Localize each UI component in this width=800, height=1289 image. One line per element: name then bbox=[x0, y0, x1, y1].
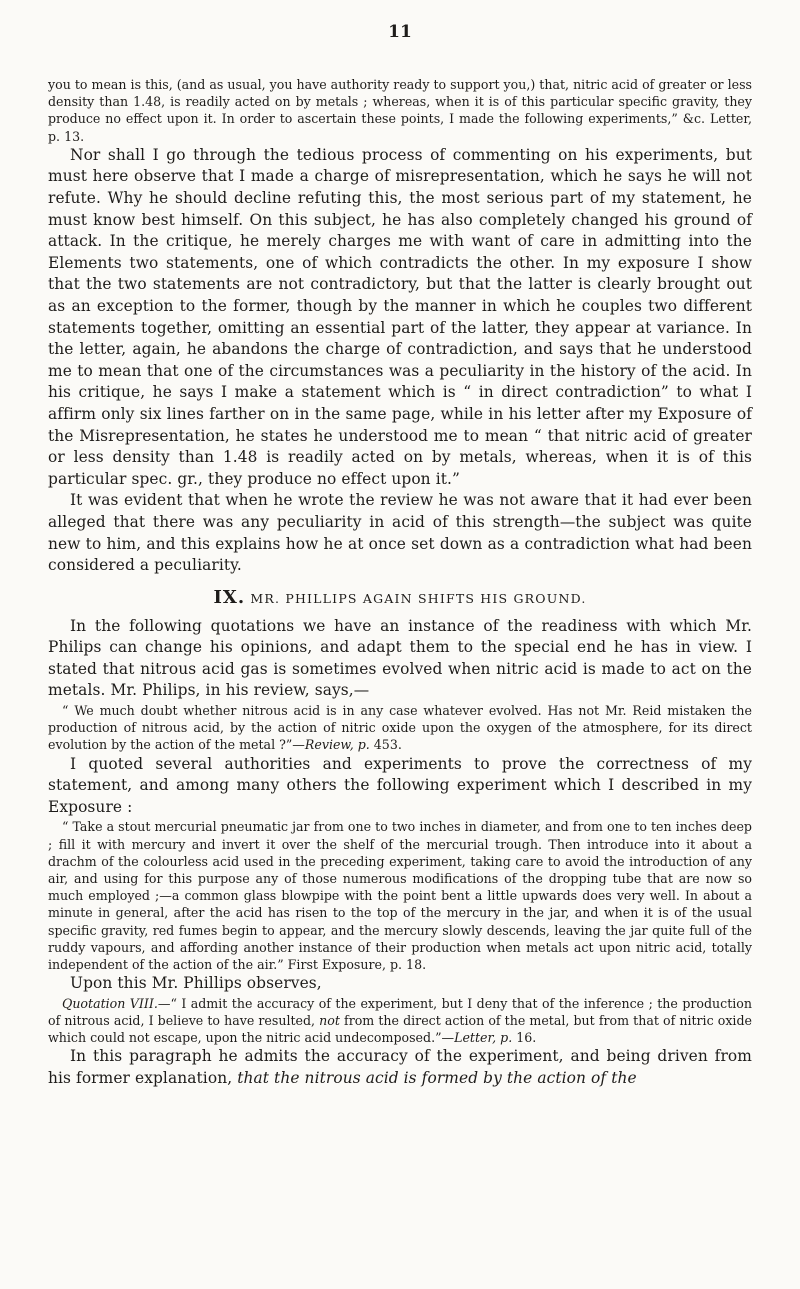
paragraph-observes: Upon this Mr. Phillips observes, bbox=[70, 974, 322, 993]
section-title: MR. PHILLIPS AGAIN SHIFTS HIS GROUND. bbox=[250, 590, 587, 606]
review-page: 453. bbox=[373, 737, 402, 753]
quotation-viii: Quotation VIII.—“ I admit the accuracy of the experiment, but I deny that of the inference ; the production of nitrous acid, I believe to have resulted, not from the direct action of the metal, but from that of nitric oxide which could not escape, upon the nitric acid undecomposed.”—Letter, p. 16. bbox=[48, 995, 752, 1046]
final-emphasis: that the nitrous acid is formed by the action of the bbox=[237, 1069, 637, 1088]
paragraph-final bbox=[48, 1046, 752, 1089]
paragraph-readiness: In the following quotations we have an instance of the readiness with which Mr. Philips can change his opinions, and adapt them to the special end he has in view. I stated that nitrous acid gas is sometimes evolved when nitric acid is made to act on the metals. Mr. Philips, in his review, says,— bbox=[48, 616, 752, 700]
paragraph-misrepresentation: Nor shall I go through the tedious process of commenting on his experiments, but must here observe that I made a charge of misrepresentation, which he says he will not refute. Why he should decline refuting this, the most serious part of my statement, he must know best himself. On this subject, he has also completely changed his ground of attack. In the critique, he merely charges me with want of care in admitting into the Elements two statements, one of which contradicts the other. In my exposure I show that the two statements are not contradictory, but that the latter is clearly brought out as an exception to the former, though by the manner in which he couples two different statements together, omitting an essential part of the latter, they appear at variance. In the letter, again, he abandons the charge of contradiction, and says that he understood me to mean that one of the circumstances was a peculiarity in the history of the acid. In his critique, he says I make a statement which is “ in direct contradiction” to what I affirm only six lines farther on in the same page, while in his letter after my Exposure of the Misrepresentation, he states he understood me to mean “ that nitric acid of greater or less density than 1.48 is readily acted on by metals, whereas, when it is of this particular spec. gr., they produce no effect upon it.” bbox=[48, 145, 752, 488]
quoted-letter-continuation: you to mean is this, (and as usual, you have authority ready to support you,) that, nitric acid of greater or less density than 1.48, is readily acted on by metals ; whereas, when it is of this particular specific gravity, they produce no effect upon it. In order to ascertain these points, I made the following experiments,” &c. Letter, p. 13. bbox=[48, 77, 752, 144]
paragraph-peculiarity: It was evident that when he wrote the review he was not aware that it had ever been alleged that there was any peculiarity in acid of this strength—the subject was quite new to him, and this explains how he at once set down as a contradiction what had been considered a peculiarity. bbox=[48, 491, 752, 575]
letter-page: 16. bbox=[516, 1030, 537, 1046]
quotation-label: Quotation VIII. bbox=[62, 995, 158, 1011]
quotation-viii-text-b: from the direct action of the metal, but from that of nitric oxide which could not escape, upon the nitric acid undecomposed.”— bbox=[48, 1013, 752, 1046]
final-text: In this paragraph he admits the accuracy of the experiment, and being driven from his former explanation, bbox=[48, 1047, 752, 1088]
review-quotation bbox=[48, 702, 752, 754]
exposure-quotation: “ Take a stout mercurial pneumatic jar from one to two inches in diameter, and from one to ten inches deep ; fill it with mercury and invert it over the shelf of the mercurial trough. Then introduce into it about a drachm of the colourless acid used in the preceding experiment, taking care to avoid the introduction of any air, and using for this purpose any of those numerous modifications of the dropping tube that are now so much employed ;—a common glass blowpipe with the point bent a little upwards does very well. In about a minute in general, after the acid has risen to the top of the mercury in the jar, and when it is of the usual specific gravity, red fumes begin to appear, and the mercury slowly descends, leaving the jar quite full of the ruddy vapours, and affording another instance of their production when metals act upon nitric acid, totally independent of the action of the air.” First Exposure, p. 18. bbox=[48, 819, 752, 973]
paragraph-authorities: I quoted several authorities and experiments to prove the correctness of my statement, and among many others the following experiment which I described in my Exposure : bbox=[48, 754, 752, 816]
body-text bbox=[48, 76, 752, 1090]
not-emphasis: not bbox=[319, 1013, 340, 1029]
review-citation: Review, p. bbox=[304, 737, 370, 753]
section-numeral: IX. bbox=[213, 586, 246, 608]
section-heading bbox=[48, 587, 752, 608]
review-quotation-text: “ We much doubt whether nitrous acid is in any case whatever evolved. Has not Mr. Reid mistaken the production of nitrous acid, by the action of nitric oxide upon the oxygen of the atmosphere, for its direct evolution by the action of the metal ?”— bbox=[48, 703, 752, 753]
quotation-viii-text-a: “ I admit the accuracy of the experiment, but I deny that of the inference ; the production of nitrous acid, I believe to have resulted, bbox=[48, 995, 752, 1029]
page-number: 11 bbox=[388, 22, 412, 42]
letter-citation: Letter, p. bbox=[454, 1030, 513, 1046]
